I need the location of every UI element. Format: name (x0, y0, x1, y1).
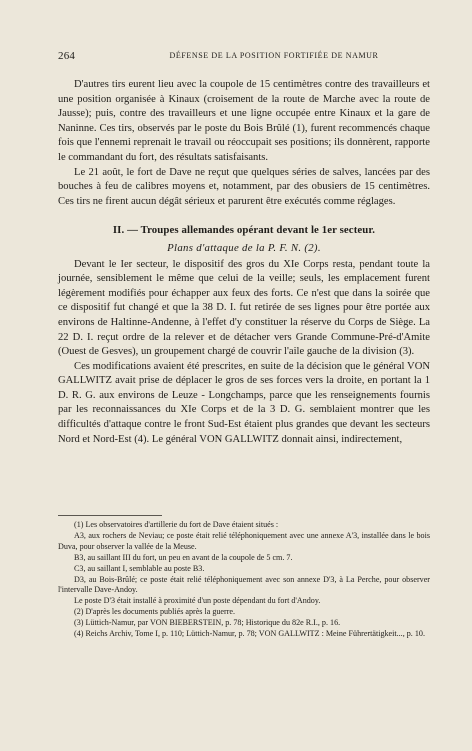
footnote: Le poste D'3 était installé à proximité d'un poste dépendant du fort d'Andoy. (74, 596, 321, 606)
paragraph: Le 21 août, le fort de Dave ne reçut que quelques séries de salves, lancées par des bouches à feu de calibres moyens et, notamment, par des obusiers de 15 centimètres. Ces tirs ne firent aucun dégât sérieux et parurent être exécutés comme réglages. (58, 166, 430, 207)
main-text (58, 78, 430, 447)
footnote: (3) Lüttich-Namur, par VON BIEBERSTEIN, p. 78; Historique du 82e R.I., p. 16. (74, 618, 341, 628)
footnote: (1) Les observatoires d'artillerie du fort de Dave étaient situés : (74, 520, 279, 529)
page-header (58, 50, 430, 64)
section-heading: II. — Troupes allemandes opérant devant le 1er secteur. (112, 224, 376, 237)
footnote-divider (58, 515, 162, 516)
footnote: C3, au saillant I, semblable au poste B3. (74, 563, 205, 573)
footnotes (58, 520, 430, 640)
footnote: (4) Reichs Archiv, Tome I, p. 110; Lüttich-Namur, p. 78; VON GALLWITZ : Meine Führertätigkeit..., p. 10. (74, 629, 425, 639)
paragraph: Ces modifications avaient été prescrites, en suite de la décision que le général VON GALLWITZ avait prise de déplacer le gros de ses forces vers la droite, en portant la 1 D. R. G. aux environs de Leuze - Longchamps, parce que les renseignements fournis par les reconnaissances du XIe Corps et de la 3 D. G. semblaient montrer que les difficultés d'attaque contre le front Sud-Est étaient plus grandes que devant les secteurs Nord et Nord-Est (4). Le général VON GALLWITZ donnait ainsi, indirectement, (58, 360, 430, 445)
footnote: D3, au Bois-Brûlé; ce poste était relié téléphoniquement avec son annexe D'3, à La Perche, pour observer l'intervalle Dave-Andoy. (58, 574, 430, 595)
paragraph: Devant le Ier secteur, le dispositif des gros du XIe Corps resta, pendant toute la journée, sensiblement le même que celui de la veille; seuls, les emplacement furent légèrement modifiés pour échapper aux feux des forts. Ce n'est que dans la soirée que ce dispositif fut changé et que la 38 D. I. fut retirée de ses lignes pour être portée aux environs de Haltinne-Andenne, à l'effet d'y constituer la réserve du Corps de Siège. La 22 D. I. reçut ordre de la relever et de détacher vers Grande Commune-Pré-d'Amite (Ouest de Gesves), un groupement chargé de couvrir l'aile gauche de la division (3). (58, 258, 430, 358)
footnote: (2) D'après les documents publiés après la guerre. (74, 607, 236, 617)
footnote: B3, au saillant III du fort, un peu en avant de la coupole de 5 cm. 7. (74, 552, 293, 562)
section-subheading: Plans d'attaque de la P. F. N. (2). (167, 241, 321, 254)
page-number: 264 (58, 50, 76, 62)
footnote: A3, aux rochers de Neviau; ce poste était relié téléphoniquement avec une annexe A'3, installée dans le bois Duva, pour observer la vallée de la Meuse. (58, 530, 430, 551)
running-title: DÉFENSE DE LA POSITION FORTIFIÉE DE NAMUR (169, 51, 379, 60)
paragraph: D'autres tirs eurent lieu avec la coupole de 15 centimètres contre des travailleurs et une position organisée à Kinaux (croisement de la route de Marche avec la route de Jausse); puis, contre des travailleurs et une ligne occupée entre Kinaux et la gare de Naninne. Ces tirs, observés par le poste du Bois Brûlé (1), furent recommencés chaque fois que l'ennemi reprenait le travail ou réoccupait ses positions; ils donnèrent, rapporte le commandant du fort, des résultats satisfaisants. (58, 79, 430, 163)
